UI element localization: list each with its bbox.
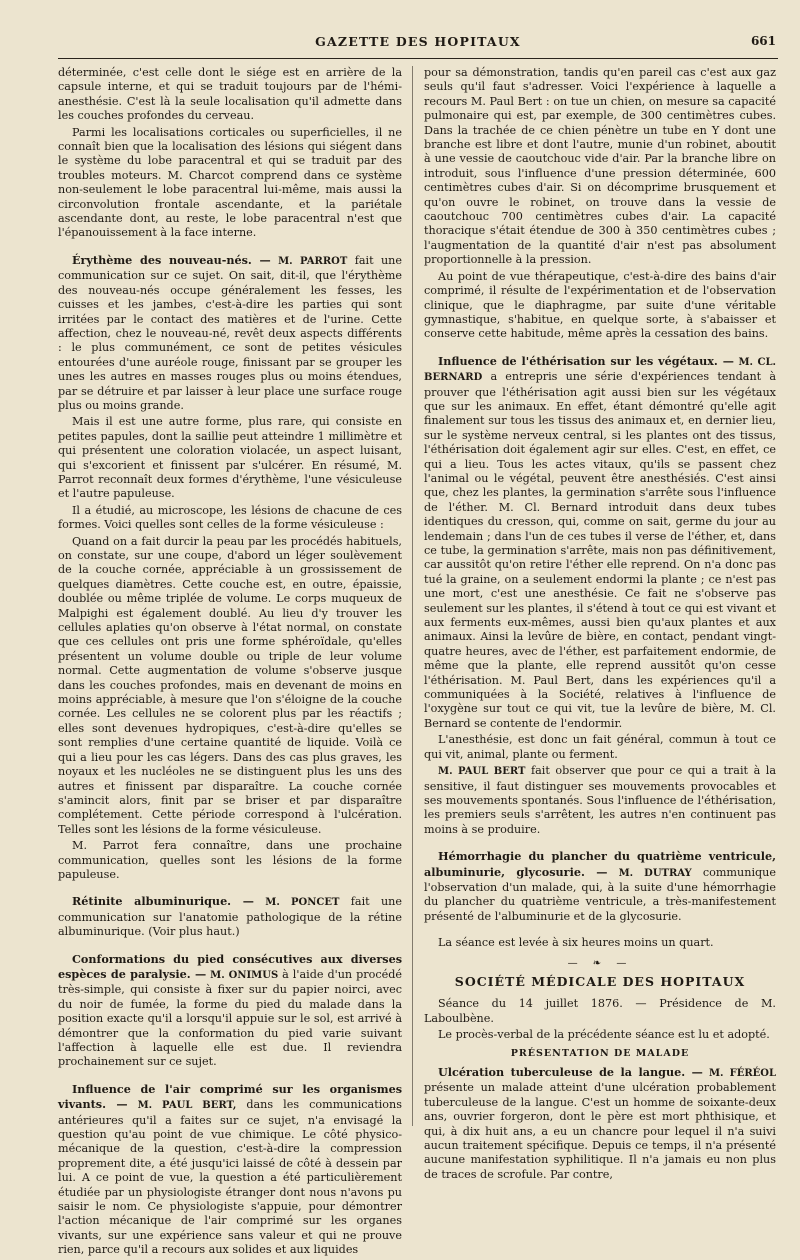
paragraph: La séance est levée à six heures moins un quart. bbox=[438, 936, 714, 950]
paragraph: Mais il est une autre forme, plus rare, qui consiste en petites papules, dont la saillie peut atteindre 1 millimètre et qui présentent une coloration violacée, un aspect luisant, qui s'excorient et finissent par s'ulcérer. En résumé, M. Parrot reconnaît deux formes d'érythème, l'une vésiculeuse et l'autre papuleuse. bbox=[58, 415, 402, 501]
article-heading: Hémorrhagie du plancher du quatrième ventricule, albuminurie, glycosurie. — bbox=[424, 849, 776, 879]
author-name: M. DUTRAY bbox=[618, 867, 692, 879]
paragraph: L'anesthésie, est donc un fait général, commun à tout ce qui vit, animal, plante ou ferment. bbox=[424, 733, 776, 761]
paragraph: Le procès-verbal de la précédente séance est lu et adopté. bbox=[438, 1028, 770, 1042]
subsection-heading: PRÉSENTATION DE MALADE bbox=[510, 1047, 690, 1059]
journal-title: GAZETTE DES HOPITAUX bbox=[315, 34, 521, 49]
paragraph: Parmi les localisations corticales ou superficielles, il ne connaît bien que la localisation des lésions qui siégent dans le système du lobe paracentral et qui se traduit par des troubles moteurs. M. Charcot comprend dans ce système non-seulement le lobe paracentral lui-même, mais aussi la circonvolution frontale ascendante, et la pariétale ascendante dont, au reste, le lobe paracentral n'est que l'épanouissement à la face interne. bbox=[58, 125, 402, 240]
section-heading: SOCIÉTÉ MÉDICALE DES HOPITAUX bbox=[454, 973, 746, 989]
page-number: 661 bbox=[750, 34, 776, 48]
author-name: M. FÉRÉOL bbox=[708, 1068, 777, 1079]
author-name: M. ONIMUS bbox=[210, 969, 279, 981]
right-column bbox=[424, 66, 776, 1184]
article-ulceration bbox=[424, 1065, 776, 1182]
author-name: M. PONCET bbox=[265, 897, 340, 909]
article-air-comprime bbox=[58, 1082, 402, 1258]
ornament-separator: — ❧ — bbox=[567, 957, 633, 969]
left-column bbox=[58, 66, 402, 1260]
article-text: présente un malade atteint d'une ulcération probablement tuberculeuse de la langue. C'est un homme de soixante-deux ans, ouvrier forgeron, dont le père est mort phthisique, et qui, à dix huit ans, a eu un chancre pour lequel il n'a suivi aucun traitement spécifique. Depuis ce temps, il n'a présenté aucune manifestation syphilitique. Il n'a jamais eu non plus de traces de scrofule. Par contre, bbox=[424, 1081, 776, 1181]
article-hemorrhagie bbox=[424, 849, 776, 924]
author-name: M. PARROT bbox=[278, 255, 348, 267]
paragraph: Séance du 14 juillet 1876. — Présidence de M. Laboulbène. bbox=[424, 997, 776, 1025]
column-divider bbox=[412, 66, 413, 1126]
page-header bbox=[58, 26, 778, 59]
article-heading: Érythème des nouveau-nés. — bbox=[72, 252, 271, 267]
article-heading: Rétinite albuminurique. — bbox=[72, 894, 254, 909]
paragraph bbox=[424, 764, 776, 837]
article-text: dans les communications antérieures qu'il a faites sur ce sujet, n'a envisagé la question qu'au point de vue chimique. Le côté physico-mécanique de la question, c'est-à-dire la compression proprement dite, a été jusqu'ici laissé de côté à dessein par lui. A ce point de vue, la question a été particulièrement étudiée par un physiologiste étranger dont nous n'avons pu saisir le nom. Ce physiologiste s'appuie, pour démontrer l'action mécanique de l'air comprimé sur les organes vivants, sur une expérience sans valeur et qui ne prouve rien, parce qu'il a recours aux solides et aux liquides bbox=[58, 1098, 402, 1257]
article-heading: Ulcération tuberculeuse de la langue. — bbox=[438, 1065, 703, 1079]
article-heading: Conformations du pied consécutives aux diverses espèces de paralysie. — bbox=[58, 951, 402, 981]
paragraph: Quand on a fait durcir la peau par les procédés habituels, on constate, sur une coupe, d'abord un léger soulèvement de la couche cornée, appréciable à un grossissement de quelques diamètres. Cette couche est, en outre, épaissie, doublée ou même triplée de volume. Le corps muqueux de Malpighi est également doublé. Au lieu d'y trouver les cellules aplaties qu'on observe à l'état normal, on constate que ces cellules ont pris une forme sphéroïdale, qu'elles présentent un volume double ou triple de leur volume normal. Cette augmentation de volume s'observe jusque dans les couches profondes, mais en devenant de moins en moins appréciable, à mesure que l'on s'éloigne de la couche cornée. Les cellules ne se colorent plus par les réactifs ; elles sont devenues hydropiques, c'est-à-dire qu'elles se sont remplies d'une certaine quantité de liquide. Voilà ce qui a lieu pour les cas légers. Dans des cas plus graves, les noyaux et les nucléoles ne se distinguent plus les uns des autres et finissent par disparaître. La couche cornée s'amincit alors, finit par se briser et par disparaître complétement. Cette période correspond à l'ulcération. Telles sont les lésions de la forme vésiculeuse. bbox=[58, 534, 402, 836]
article-text: fait une communication sur ce sujet. On sait, dit-il, que l'érythème des nouveau-nés occupe généralement les fesses, les cuisses et les jambes, c'est-à-dire les parties qui sont irritées par le contact des matières et de l'urine. Cette affection, chez le nouveau-né, revêt deux aspects différents : le plus communément, ce sont de petites vésicules entourées d'une auréole rouge, finissant par se grouper les unes les autres en masses rouges plus ou moins étendues, par se détruire et par laisser à leur place une surface rouge plus ou moins grande. bbox=[58, 253, 402, 412]
article-etherisation bbox=[424, 354, 776, 732]
article-conformations bbox=[58, 952, 402, 1070]
paragraph: M. Parrot fera connaître, dans une prochaine communication, quelles sont les lésions de la forme papuleuse. bbox=[58, 839, 402, 881]
article-heading: Influence de l'air comprimé sur les organismes vivants. — bbox=[58, 1081, 402, 1112]
article-text: fait observer que pour ce qui a trait à la sensitive, il faut distinguer ses mouvements provocables et ses mouvements spontanés. Sous l'influence de l'éthérisation, les premiers seuls s'arrêtent, les autres n'en continuent pas moins à se produire. bbox=[424, 764, 777, 836]
paragraph: déterminée, c'est celle dont le siége est en arrière de la capsule interne, et qui se traduit toujours par de l'hémi-anesthésie. C'est là la seule localisation qu'il admette dans les couches profondes du cerveau. bbox=[58, 66, 402, 123]
article-text: à l'aide d'un procédé très-simple, qui consiste à fixer sur du papier noirci, avec du noir de fumée, la forme du pied du malade dans la position exacte qu'il a lorsqu'il appuie sur le sol, est arrivé à démontrer que la conformation du pied varie suivant l'affection à laquelle elle est due. Il reviendra prochainement sur ce sujet. bbox=[58, 967, 402, 1069]
article-retinite bbox=[58, 894, 402, 939]
author-name: M. PAUL BERT, bbox=[137, 1100, 237, 1112]
article-heading: Influence de l'éthérisation sur les végétaux. — bbox=[438, 353, 734, 368]
paragraph: pour sa démonstration, tandis qu'en pareil cas c'est aux gaz seuls qu'il faut s'adresser. Voici l'expérience à laquelle a recours M. Paul Bert : on tue un chien, on mesure sa capacité pulmonaire qui est, par exemple, de 300 centimètres cubes. Dans la trachée de ce chien pénètre un tube en Y dont une branche est libre et dont l'autre, munie d'un robinet, aboutit à une vessie de caoutchouc vide d'air. Par la branche libre on introduit, sous l'influence d'une pression déterminée, 600 centimètres cubes d'air. Si on décomprime brusquement et qu'on ouvre le robinet, on trouve dans la vessie de caoutchouc 700 centimètres cubes d'air. La capacité thoracique s'était étendue de 300 à 350 centimètres cubes ; l'augmentation de la quantité d'air n'est pas absolument proportionnelle à la pression. bbox=[424, 66, 776, 267]
author-name: M. CL. BERNARD bbox=[424, 356, 776, 384]
article-erytheme bbox=[58, 253, 402, 413]
article-text: fait une communication sur l'anatomie pathologique de la rétine albuminurique. (Voir plus haut.) bbox=[58, 895, 402, 939]
author-name: M. PAUL BERT bbox=[438, 766, 526, 778]
paragraph: Au point de vue thérapeutique, c'est-à-dire des bains d'air comprimé, il résulte de l'expérimentation et de l'observation clinique, que le diaphragme, par suite d'une véritable gymnastique, s'habitue, en quelque sorte, à s'abaisser et conserve cette habitude, même après la cessation des bains. bbox=[424, 269, 776, 341]
article-text: communique l'observation d'un malade, qui, à la suite d'une hémorrhagie du plancher du quatrième ventricule, a très-manifestement présenté de l'albuminurie et de la glycosurie. bbox=[424, 865, 777, 923]
article-text: a entrepris une série d'expériences tendant à prouver que l'éthérisation agit aussi bien sur les végétaux que sur les animaux. En effet, étant démontré qu'elle agit finalement sur tous les tissus des animaux et, en dernier lieu, sur le système nerveux central, si les plantes ont des tissus, l'éthérisation doit également agir sur elles. C'est, en effet, ce qui a lieu. Tous les actes vitaux, qu'ils se passent chez l'animal ou le végétal, peuvent être anesthésiés. C'est ainsi que, chez les plantes, la germination s'arrête sous l'influence de l'éther. M. Cl. Bernard introduit dans deux tubes identiques du cresson, qui, comme on sait, germe du jour au lendemain ; dans l'un de ces tubes il verse de l'éther, et, dans ce tube, la germination s'arrête, mais non pas définitivement, car aussitôt qu'on retire l'éther elle reprend. On n'a donc pas tué la graine, on a seulement endormi la plante ; ce n'est pas une mort, c'est une anesthésie. Ce fait ne s'observe pas seulement sur les plantes, il s'étend à tout ce qui est vivant et aux ferments eux-mêmes, aussi bien qu'aux plantes et aux animaux. Ainsi la levûre de bière, en contact, pendant vingt-quatre heures, avec de l'éther, est parfaitement endormie, de même que la plante, elle reprend aussitôt qu'on cesse l'éthérisation. M. Paul Bert, dans les expériences qu'il a communiquées à la Société, relatives à l'influence de l'oxygène sur tout ce qui vit, tue la levûre de bière, M. Cl. Bernard se contente de l'endormir. bbox=[424, 370, 777, 730]
paragraph: Il a étudié, au microscope, les lésions de chacune de ces formes. Voici quelles sont celles de la forme vésiculeuse : bbox=[58, 503, 402, 532]
